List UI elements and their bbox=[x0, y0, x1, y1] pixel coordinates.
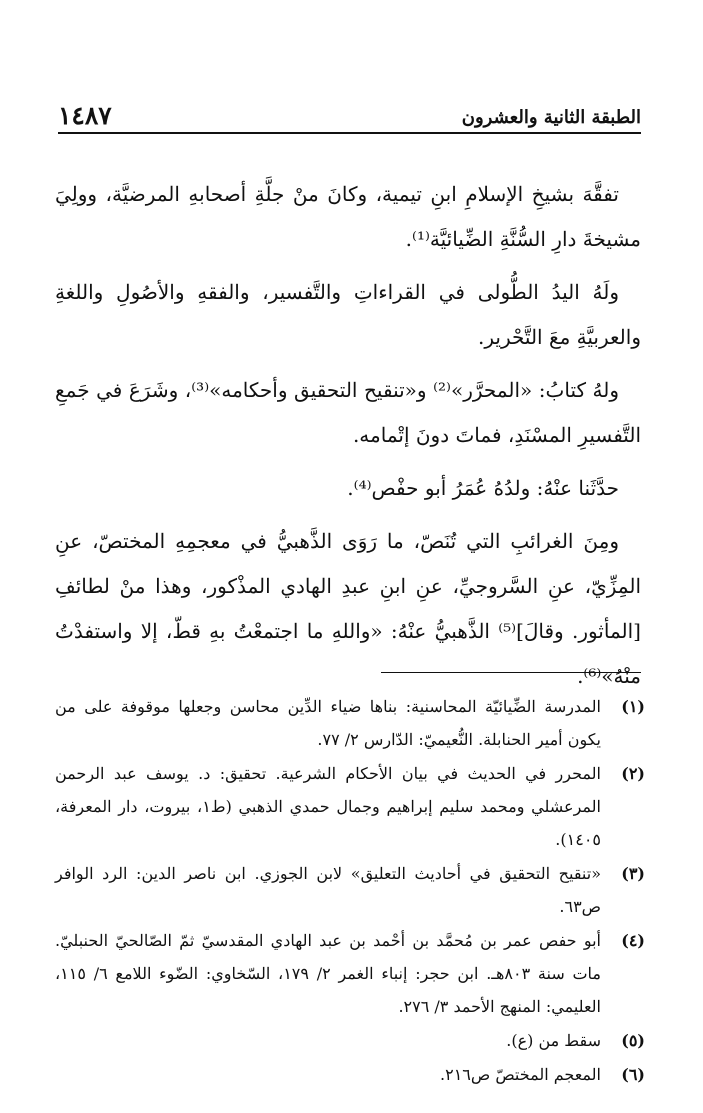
paragraph: ولهُ كتابُ: «المحرَّر»⁽²⁾ و«تنقيح التحقيق وأحكامه»⁽³⁾، وشَرَعَ في جَمعِ التَّفسيرِ المسْنَدِ، فماتَ دونَ إتْمامه. bbox=[55, 378, 641, 447]
paragraph: ومِنَ الغرائبِ التي تُنَصّ، ما رَوَى الذَّهبيُّ في معجمِهِ المختصّ، عنِ المِزِّيّ، عنِ السَّروجيِّ، عنِ ابنِ عبدِ الهادي المذْكور، وهذا منْ لطائفِ [المأثور. وقالَ]⁽⁵⁾ الذَّهبيُّ عنْهُ: «واللهِ ما اجتمعْتُ بهِ قطّ، إلا واستفدْتُ منْهُ»⁽⁶⁾. bbox=[55, 529, 641, 688]
footnote bbox=[55, 1058, 645, 1091]
footnote-number: (٢) bbox=[621, 764, 645, 783]
footnote-separator bbox=[381, 672, 641, 673]
footnote bbox=[55, 1024, 645, 1057]
footnote-number: (٤) bbox=[621, 931, 645, 950]
paragraph: تفقَّهَ بشيخِ الإسلامِ ابنِ تيمية، وكانَ منْ جلَّةِ أصحابهِ المرضيَّة، وولِيَ مشيخةَ دارِ السُّنَّةِ الضِّيائيَّة⁽¹⁾. bbox=[55, 182, 641, 251]
footnote bbox=[55, 757, 645, 856]
footnote bbox=[55, 924, 645, 1023]
footnote-text: المعجم المختصّ ص٢١٦. bbox=[440, 1065, 601, 1084]
footnote-number: (١) bbox=[621, 697, 645, 716]
page-number: ١٤٨٧ bbox=[58, 101, 112, 130]
footnote bbox=[55, 690, 645, 756]
footnotes bbox=[55, 690, 645, 1092]
footnote-number: (٥) bbox=[621, 1031, 645, 1050]
page-header bbox=[58, 92, 641, 134]
paragraph: حدَّثَنا عنْهُ: ولدُهُ عُمَرُ أبو حفْص⁽⁴⁾. bbox=[347, 476, 619, 500]
footnote-number: (٦) bbox=[621, 1065, 645, 1084]
footnote-text: أبو حفص عمر بن مُحمَّد بن أحْمد بن عبد الهادي المقدسيّ ثمّ الصّالحيّ الحنبليّ. مات سنة ٨٠٣هـ. ابن حجر: إنباء الغمر ٢/ ١٧٩، السّخاوي: الضّوء اللامع ٦/ ١١٥، العليمي: المنهج الأحمد ٣/ ٢٧٦. bbox=[55, 931, 602, 1016]
main-text bbox=[55, 172, 641, 707]
footnote-text: المحرر في الحديث في بيان الأحكام الشرعية. تحقيق: د. يوسف عبد الرحمن المرعشلي ومحمد سليم إبراهيم وجمال حمدي الذهبي (ط١، بيروت، دار المعرفة، ١٤٠٥). bbox=[55, 764, 601, 849]
footnote-text: المدرسة الضِّيائيّة المحاسنية: بناها ضياء الدِّين محاسن وجعلها موقوفة على من يكون أمير الحنابلة. النُّعيميّ: الدّارس ٢/ ٧٧. bbox=[55, 697, 601, 749]
footnote-text: سقط من (ع). bbox=[506, 1031, 601, 1050]
paragraph: ولَهُ اليدُ الطُّولى في القراءاتِ والتَّفسير، والفقهِ والأصُولِ واللغةِ والعربيَّةِ معَ التَّحْرير. bbox=[55, 280, 641, 349]
footnote-number: (٣) bbox=[621, 864, 645, 883]
footnote bbox=[55, 857, 645, 923]
footnote-text: «تنقيح التحقيق في أحاديث التعليق» لابن الجوزي. ابن ناصر الدين: الرد الوافر ص٦٣. bbox=[55, 864, 601, 916]
running-title: الطبقة الثانية والعشرون bbox=[461, 107, 641, 128]
